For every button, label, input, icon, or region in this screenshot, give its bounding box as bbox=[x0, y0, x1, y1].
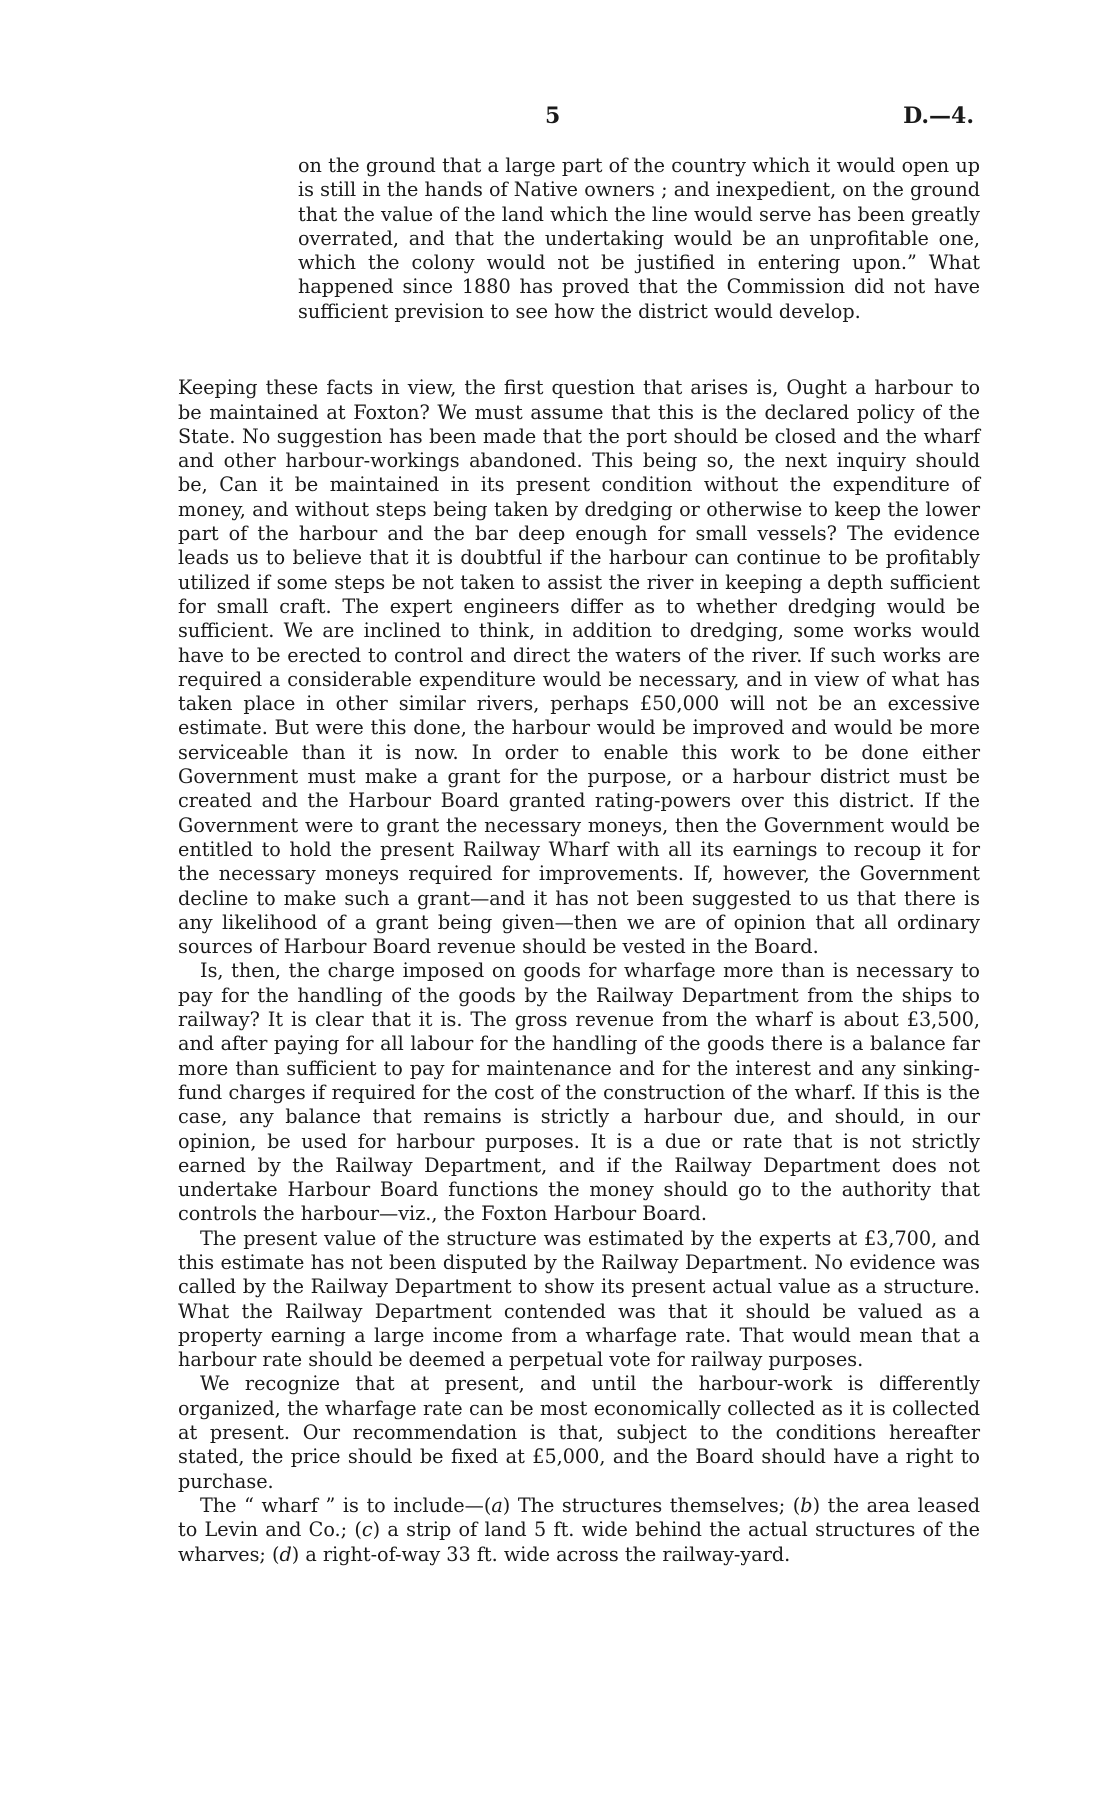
paragraph-text-d: ) a strip of land 5 ft. wide behind the actual structures of the wharves; ( bbox=[178, 1518, 980, 1566]
paragraph-text-b: ) The structures themselves; ( bbox=[502, 1493, 801, 1517]
item-label-d: d bbox=[279, 1542, 292, 1566]
paragraph-wharf-definition bbox=[178, 1494, 980, 1567]
item-label-a: a bbox=[491, 1493, 503, 1517]
paragraph-structure-value bbox=[178, 1227, 980, 1373]
body-text bbox=[178, 352, 980, 1567]
page-header bbox=[0, 103, 1114, 133]
paragraph-text: Is, then, the charge imposed on goods for wharfage more than is necessary to pay for the handling of the goods by the Railway Department from the ships to railway? It is clear that it is. The gross revenue from the wharf is about £3,500, and after paying for all labour for the handling of the goods there is a balance far more than sufficient to pay for maintenance and for the interest and any sinking-fund charges if required for the cost of the construction of the wharf. If this is the case, any balance that remains is strictly a harbour due, and should, in our opinion, be used for harbour purposes. It is a due or rate that is not strictly earned by the Railway Department, and if the Railway Department does not undertake Harbour Board functions the money should go to the authority that controls the harbour—viz., the Foxton Harbour Board. bbox=[178, 959, 980, 1226]
item-label-b: b bbox=[800, 1493, 813, 1517]
paragraph-text-e: ) a right-of-way 33 ft. wide across the railway-yard. bbox=[291, 1542, 791, 1566]
paragraph-text: Keeping these facts in view, the first question that arises is, Ought a harbour to be maintained at Foxton? We must assume that this is the declared policy of the State. No suggestion has been made that the port should be closed and the wharf and other harbour-workings abandoned. This being so, the next inquiry should be, Can it be maintained in its present condition without the expenditure of money, and without steps being taken by dredging or otherwise to keep the lower part of the harbour and the bar deep enough for small vessels? The evidence leads us to believe that it is doubtful if the harbour can continue to be profitably utilized if some steps be not taken to assist the river in keeping a depth sufficient for small craft. The expert engineers differ as to whether dredging would be sufficient. We are inclined to think, in addition to dredging, some works would have to be erected to control and direct the waters of the river. If such works are required a considerable expenditure would be necessary, and in view of what has taken place in other similar rivers, perhaps £50,000 will not be an excessive estimate. But were this done, the harbour would be improved and would be more serviceable than it is now. In order to enable this work to be done either Government must make a grant for the purpose, or a harbour district must be created and the Harbour Board granted rating-powers over this district. If the Government were to grant the necessary moneys, then the Government would be entitled to hold the present Railway Wharf with all its earnings to recoup it for the necessary moneys required for improvements. If, however, the Government decline to make such a grant—and it has not been suggested to us that there is any likelihood of a grant being given—then we are of opinion that all ordinary sources of Harbour Board revenue should be vested in the Board. bbox=[178, 376, 980, 959]
paragraph-text-a: The “ wharf ” is to include—( bbox=[200, 1493, 492, 1517]
item-label-c: c bbox=[361, 1518, 373, 1542]
paragraph-text: We recognize that at present, and until the harbour-work is differently organized, the wharfage rate can be most economically collected as it is collected at present. Our recommendation is that, subject to the conditions hereafter stated, the price should be fixed at £5,000, and the Board should have a right to purchase. bbox=[178, 1372, 980, 1493]
quoted-passage: on the ground that a large part of the country which it would open up is still in the hands of Native owners ; and inexpedient, on the ground that the value of the land which the line would serve has been greatly overrated, and that the undertaking would be an unprofitable one, which the colony would not be justified in entering upon.” What happened since 1880 has proved that the Commission did not have sufficient prevision to see how the district would develop. bbox=[298, 154, 980, 323]
paragraph-recommendation bbox=[178, 1372, 980, 1493]
paragraph-text-c: ) the area leased to Levin and Co.; ( bbox=[178, 1493, 981, 1542]
paragraph-harbour-question bbox=[178, 352, 980, 959]
page-number: 5 bbox=[545, 103, 561, 129]
paragraph-text: The present value of the structure was estimated by the experts at £3,700, and this estimate has not been disputed by the Railway Department. No evidence was called by the Railway Department to show its present actual value as a structure. What the Railway Department contended was that it should be valued as a property earning a large income from a wharfage rate. That would mean that a harbour rate should be deemed a perpetual vote for railway purposes. bbox=[178, 1226, 980, 1372]
document-reference: D.—4. bbox=[903, 103, 974, 129]
paragraph-wharfage-charge bbox=[178, 959, 980, 1226]
